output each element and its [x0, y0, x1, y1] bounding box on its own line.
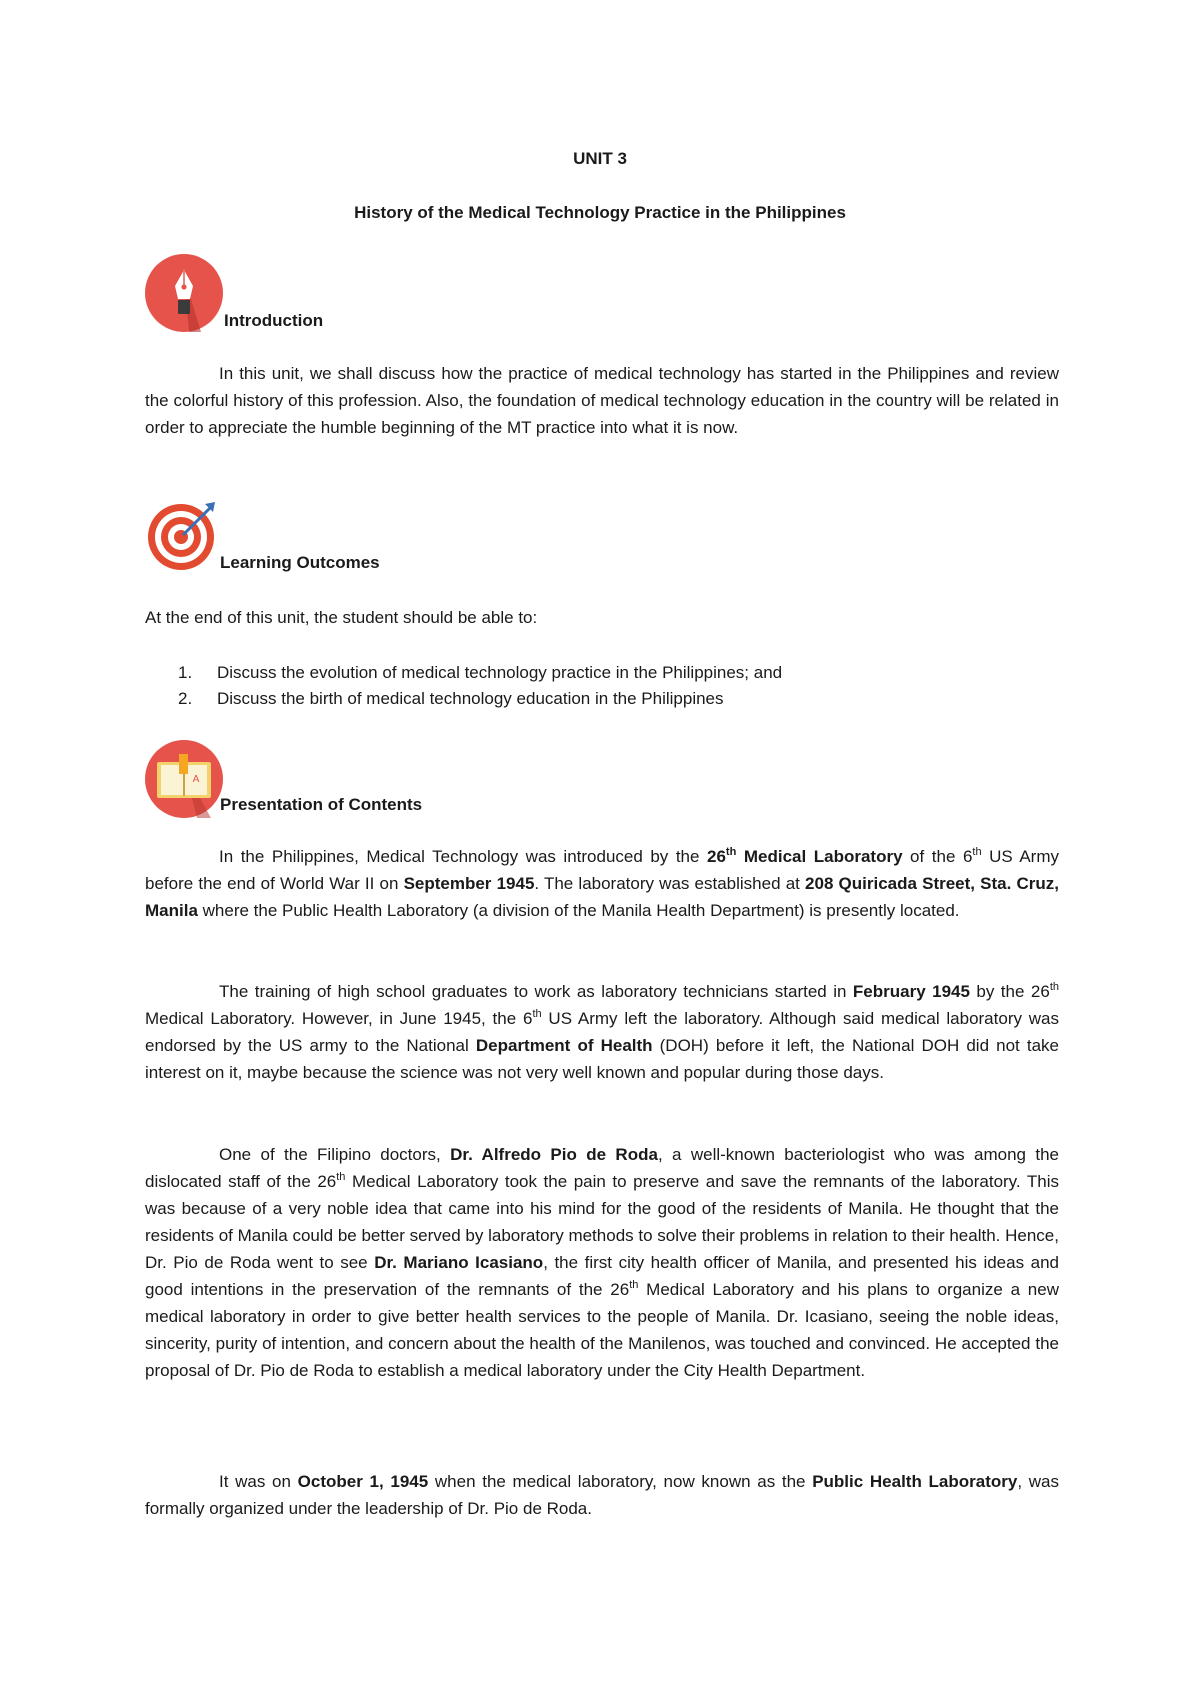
pen-nib-icon	[145, 254, 223, 332]
list-item: 2. Discuss the birth of medical technology education in the Philippines	[178, 689, 724, 708]
outcomes-list	[145, 660, 1059, 712]
learning-outcomes-heading: Learning Outcomes	[220, 553, 380, 572]
presentation-heading: Presentation of Contents	[220, 795, 423, 814]
document-title: History of the Medical Technology Practice in the Philippines	[354, 203, 846, 222]
introduction-heading: Introduction	[224, 311, 324, 330]
list-item: 1. Discuss the evolution of medical technology practice in the Philippines; and	[178, 663, 783, 682]
presentation-paragraph-4: It was on October 1, 1945 when the medical laboratory, now known as the Public Health Laboratory, was formally organized under the leadership of Dr. Pio de Roda.	[145, 1472, 1059, 1518]
unit-label: UNIT 3	[573, 149, 627, 168]
presentation-paragraph-3: One of the Filipino doctors, Dr. Alfredo Pio de Roda, a well-known bacteriologist who was among the dislocated staff of the 26th Medical Laboratory took the pain to preserve and save the remnants of the laboratory. This was because of a very noble idea that came into his mind for the good of the residents of Manila. He thought that the residents of Manila could be better served by laboratory methods to solve their problems in relation to their health. Hence, Dr. Pio de Roda went to see Dr. Mariano Icasiano, the first city health officer of Manila, and presented his ideas and good intentions in the preservation of the remnants of the 26th Medical Laboratory and his plans to organize a new medical laboratory in order to give better health services to the people of Manila. Dr. Icasiano, seeing the noble ideas, sincerity, purity of intention, and concern about the health of the Manilenos, was touched and convinced. He accepted the proposal of Dr. Pio de Roda to establish a medical laboratory under the City Health Department.	[145, 1145, 1060, 1380]
svg-text:A: A	[192, 774, 200, 785]
open-book-icon	[145, 740, 223, 818]
target-icon	[145, 500, 217, 572]
presentation-paragraph-1: In the Philippines, Medical Technology was introduced by the 26th Medical Laboratory of the 6th US Army before the end of World War II on September 1945. The laboratory was established at 208 Quiricada Street, Sta. Cruz, Manila where the Public Health Laboratory (a division of the Manila Health Department) is presently located.	[145, 846, 1060, 920]
presentation-paragraph-2: The training of high school graduates to work as laboratory technicians started in February 1945 by the 26th Medical Laboratory. However, in June 1945, the 6th US Army left the laboratory. Although said medical laboratory was endorsed by the US army to the National Department of Health (DOH) before it left, the National DOH did not take interest on it, maybe because the science was not very well known and popular during those days.	[145, 981, 1059, 1082]
outcomes-intro: At the end of this unit, the student should be able to:	[145, 608, 538, 627]
introduction-paragraph: In this unit, we shall discuss how the practice of medical technology has started in the Philippines and review the colorful history of this profession. Also, the foundation of medical technology education in the country will be related in order to appreciate the humble beginning of the MT practice into what it is now.	[145, 364, 1059, 437]
